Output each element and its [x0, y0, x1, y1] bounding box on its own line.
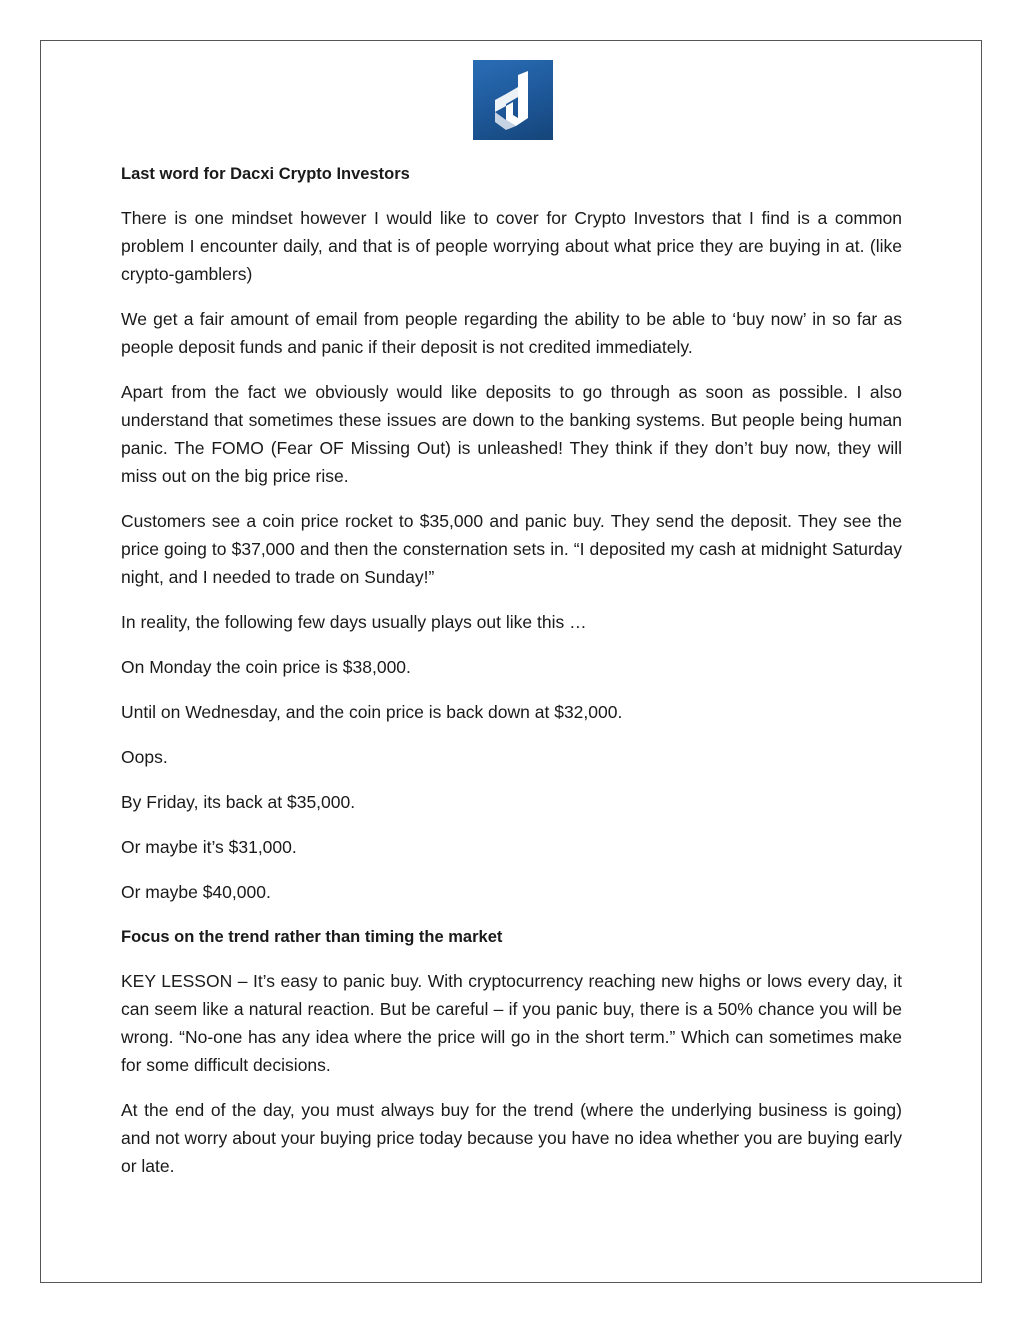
paragraph: On Monday the coin price is $38,000.	[121, 657, 411, 677]
section-heading: Last word for Dacxi Crypto Investors	[121, 165, 410, 183]
paragraph: KEY LESSON – It’s easy to panic buy. With cryptocurrency reaching new highs or lows every day, it can seem like a natural reaction. But be careful – if you panic buy, there is a 50% chance you will be wrong. “No-one has any idea where the price will go in the short term.” Which can sometimes make for some difficult decisions.	[121, 971, 902, 1075]
paragraph: Customers see a coin price rocket to $35,000 and panic buy. They send the deposit. They see the price going to $37,000 and then the consternation sets in. “I deposited my cash at midnight Saturday night, and I needed to trade on Sunday!”	[121, 511, 902, 587]
paragraph: Or maybe it’s $31,000.	[121, 837, 297, 857]
paragraph: Oops.	[121, 747, 168, 767]
section-heading: Focus on the trend rather than timing the market	[121, 928, 503, 946]
paragraph: We get a fair amount of email from people regarding the ability to be able to ‘buy now’ in so far as people deposit funds and panic if their deposit is not credited immediately.	[121, 309, 902, 357]
paragraph: Or maybe $40,000.	[121, 882, 271, 902]
paragraph: There is one mindset however I would like to cover for Crypto Investors that I find is a common problem I encounter daily, and that is of people worrying about what price they are buying in at. (like crypto-gamblers)	[121, 208, 902, 284]
dacxi-d-icon	[473, 60, 553, 140]
dacxi-logo	[473, 60, 553, 140]
paragraph: Until on Wednesday, and the coin price is back down at $32,000.	[121, 702, 623, 722]
paragraph: At the end of the day, you must always buy for the trend (where the underlying business is going) and not worry about your buying price today because you have no idea whether you are buying early or late.	[121, 1100, 902, 1176]
paragraph: By Friday, its back at $35,000.	[121, 792, 356, 812]
paragraph: In reality, the following few days usually plays out like this …	[121, 612, 587, 632]
paragraph: Apart from the fact we obviously would like deposits to go through as soon as possible. I also understand that sometimes these issues are down to the banking systems. But people being human panic. The FOMO (Fear OF Missing Out) is unleashed! They think if they don’t buy now, they will miss out on the big price rise.	[121, 382, 902, 486]
document-body	[121, 160, 902, 1180]
